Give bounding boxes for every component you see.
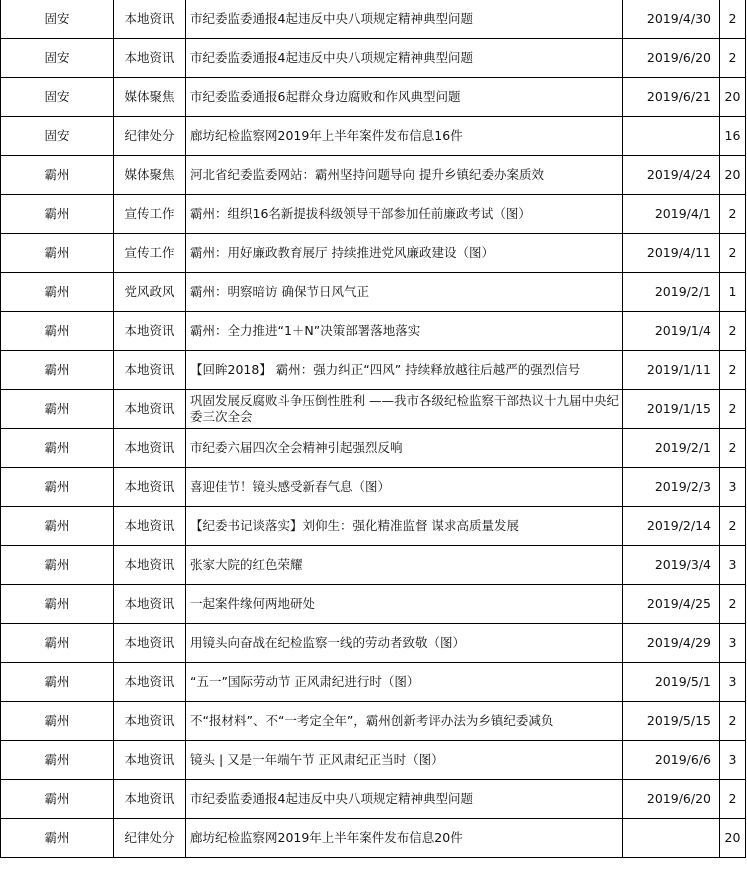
region-cell: 霸州 xyxy=(1,506,114,545)
title-cell: 霸州：用好廉政教育展厅 持续推进党风廉政建设（图） xyxy=(186,233,623,272)
count-cell: 1 xyxy=(720,272,746,311)
title-cell: 市纪委监委通报4起违反中央八项规定精神典型问题 xyxy=(186,38,623,77)
date-cell: 2019/5/15 xyxy=(623,701,720,740)
count-cell: 16 xyxy=(720,116,746,155)
table-row xyxy=(1,77,746,116)
date-cell: 2019/2/1 xyxy=(623,272,720,311)
category-cell: 本地资讯 xyxy=(114,506,186,545)
date-cell: 2019/4/11 xyxy=(623,233,720,272)
region-cell: 霸州 xyxy=(1,272,114,311)
category-cell: 宣传工作 xyxy=(114,233,186,272)
region-cell: 固安 xyxy=(1,116,114,155)
count-cell: 2 xyxy=(720,0,746,38)
title-cell: 市纪委监委通报4起违反中央八项规定精神典型问题 xyxy=(186,779,623,818)
title-cell: 用镜头向奋战在纪检监察一线的劳动者致敬（图） xyxy=(186,623,623,662)
table-row xyxy=(1,0,746,38)
date-cell: 2019/6/6 xyxy=(623,740,720,779)
count-cell: 2 xyxy=(720,584,746,623)
count-cell: 3 xyxy=(720,467,746,506)
category-cell: 纪律处分 xyxy=(114,116,186,155)
count-cell: 3 xyxy=(720,545,746,584)
title-cell: 镜头 | 又是一年端午节 正风肃纪正当时（图） xyxy=(186,740,623,779)
count-cell: 2 xyxy=(720,389,746,428)
count-cell: 2 xyxy=(720,428,746,467)
table-row xyxy=(1,350,746,389)
category-cell: 本地资讯 xyxy=(114,38,186,77)
table-row xyxy=(1,662,746,701)
count-cell: 20 xyxy=(720,155,746,194)
category-cell: 本地资讯 xyxy=(114,389,186,428)
region-cell: 霸州 xyxy=(1,740,114,779)
date-cell: 2019/5/1 xyxy=(623,662,720,701)
table-row xyxy=(1,506,746,545)
table-row xyxy=(1,116,746,155)
table-row xyxy=(1,38,746,77)
table-row xyxy=(1,740,746,779)
region-cell: 霸州 xyxy=(1,545,114,584)
title-cell: 市纪委六届四次全会精神引起强烈反响 xyxy=(186,428,623,467)
count-cell: 2 xyxy=(720,311,746,350)
title-cell: 廊坊纪检监察网2019年上半年案件发布信息16件 xyxy=(186,116,623,155)
date-cell: 2019/4/1 xyxy=(623,194,720,233)
date-cell: 2019/1/11 xyxy=(623,350,720,389)
date-cell: 2019/1/4 xyxy=(623,311,720,350)
count-cell: 20 xyxy=(720,77,746,116)
title-cell: 霸州：明察暗访 确保节日风气正 xyxy=(186,272,623,311)
region-cell: 霸州 xyxy=(1,467,114,506)
region-cell: 霸州 xyxy=(1,389,114,428)
category-cell: 本地资讯 xyxy=(114,0,186,38)
table-row xyxy=(1,233,746,272)
date-cell: 2019/2/14 xyxy=(623,506,720,545)
category-cell: 党风政风 xyxy=(114,272,186,311)
date-cell: 2019/6/20 xyxy=(623,779,720,818)
date-cell: 2019/6/20 xyxy=(623,38,720,77)
count-cell: 3 xyxy=(720,662,746,701)
table-row xyxy=(1,272,746,311)
category-cell: 宣传工作 xyxy=(114,194,186,233)
date-cell: 2019/4/25 xyxy=(623,584,720,623)
category-cell: 本地资讯 xyxy=(114,584,186,623)
category-cell: 本地资讯 xyxy=(114,740,186,779)
title-cell: 霸州：全力推进“1＋N”决策部署落地落实 xyxy=(186,311,623,350)
count-cell: 2 xyxy=(720,779,746,818)
count-cell: 2 xyxy=(720,701,746,740)
date-cell: 2019/4/24 xyxy=(623,155,720,194)
category-cell: 本地资讯 xyxy=(114,779,186,818)
count-cell: 2 xyxy=(720,350,746,389)
date-cell: 2019/4/29 xyxy=(623,623,720,662)
region-cell: 固安 xyxy=(1,0,114,38)
date-cell xyxy=(623,116,720,155)
category-cell: 本地资讯 xyxy=(114,701,186,740)
region-cell: 霸州 xyxy=(1,194,114,233)
region-cell: 霸州 xyxy=(1,233,114,272)
count-cell: 20 xyxy=(720,818,746,857)
category-cell: 媒体聚焦 xyxy=(114,77,186,116)
table-row xyxy=(1,584,746,623)
table-row xyxy=(1,467,746,506)
table-row xyxy=(1,155,746,194)
count-cell: 2 xyxy=(720,506,746,545)
category-cell: 媒体聚焦 xyxy=(114,155,186,194)
table-row xyxy=(1,701,746,740)
table-row xyxy=(1,779,746,818)
table-row xyxy=(1,428,746,467)
date-cell: 2019/6/21 xyxy=(623,77,720,116)
date-cell: 2019/1/15 xyxy=(623,389,720,428)
date-cell: 2019/3/4 xyxy=(623,545,720,584)
category-cell: 纪律处分 xyxy=(114,818,186,857)
title-cell: 一起案件缘何两地研处 xyxy=(186,584,623,623)
category-cell: 本地资讯 xyxy=(114,428,186,467)
title-cell: 张家大院的红色荣耀 xyxy=(186,545,623,584)
category-cell: 本地资讯 xyxy=(114,350,186,389)
region-cell: 霸州 xyxy=(1,155,114,194)
count-cell: 2 xyxy=(720,38,746,77)
count-cell: 2 xyxy=(720,233,746,272)
date-cell: 2019/2/3 xyxy=(623,467,720,506)
count-cell: 3 xyxy=(720,740,746,779)
title-cell: 不“报材料”、不“一考定全年”，霸州创新考评办法为乡镇纪委减负 xyxy=(186,701,623,740)
table-row xyxy=(1,818,746,857)
table-row xyxy=(1,311,746,350)
region-cell: 固安 xyxy=(1,77,114,116)
region-cell: 霸州 xyxy=(1,428,114,467)
title-cell: “五一”国际劳动节 正风肃纪进行时（图） xyxy=(186,662,623,701)
title-cell: 喜迎佳节！镜头感受新春气息（图） xyxy=(186,467,623,506)
table-row xyxy=(1,389,746,428)
region-cell: 霸州 xyxy=(1,311,114,350)
table-row xyxy=(1,623,746,662)
category-cell: 本地资讯 xyxy=(114,311,186,350)
region-cell: 霸州 xyxy=(1,701,114,740)
region-cell: 霸州 xyxy=(1,662,114,701)
title-cell: 廊坊纪检监察网2019年上半年案件发布信息20件 xyxy=(186,818,623,857)
date-cell xyxy=(623,818,720,857)
category-cell: 本地资讯 xyxy=(114,545,186,584)
title-cell: 【回眸2018】 霸州：强力纠正“四风” 持续释放越往后越严的强烈信号 xyxy=(186,350,623,389)
category-cell: 本地资讯 xyxy=(114,662,186,701)
date-cell: 2019/4/30 xyxy=(623,0,720,38)
count-cell: 3 xyxy=(720,623,746,662)
table-row xyxy=(1,545,746,584)
region-cell: 霸州 xyxy=(1,350,114,389)
category-cell: 本地资讯 xyxy=(114,623,186,662)
date-cell: 2019/2/1 xyxy=(623,428,720,467)
region-cell: 霸州 xyxy=(1,623,114,662)
region-cell: 霸州 xyxy=(1,779,114,818)
table-body xyxy=(1,0,746,857)
category-cell: 本地资讯 xyxy=(114,467,186,506)
title-cell: 河北省纪委监委网站：霸州坚持问题导向 提升乡镇纪委办案质效 xyxy=(186,155,623,194)
region-cell: 固安 xyxy=(1,38,114,77)
region-cell: 霸州 xyxy=(1,818,114,857)
title-cell: 霸州：组织16名新提拔科级领导干部参加任前廉政考试（图） xyxy=(186,194,623,233)
region-cell: 霸州 xyxy=(1,584,114,623)
count-cell: 2 xyxy=(720,194,746,233)
title-cell: 【纪委书记谈落实】刘仰生：强化精准监督 谋求高质量发展 xyxy=(186,506,623,545)
table-row xyxy=(1,194,746,233)
title-cell: 市纪委监委通报4起违反中央八项规定精神典型问题 xyxy=(186,0,623,38)
title-cell: 市纪委监委通报6起群众身边腐败和作风典型问题 xyxy=(186,77,623,116)
title-cell: 巩固发展反腐败斗争压倒性胜利 ——我市各级纪检监察干部热议十九届中央纪委三次全会 xyxy=(186,389,623,428)
